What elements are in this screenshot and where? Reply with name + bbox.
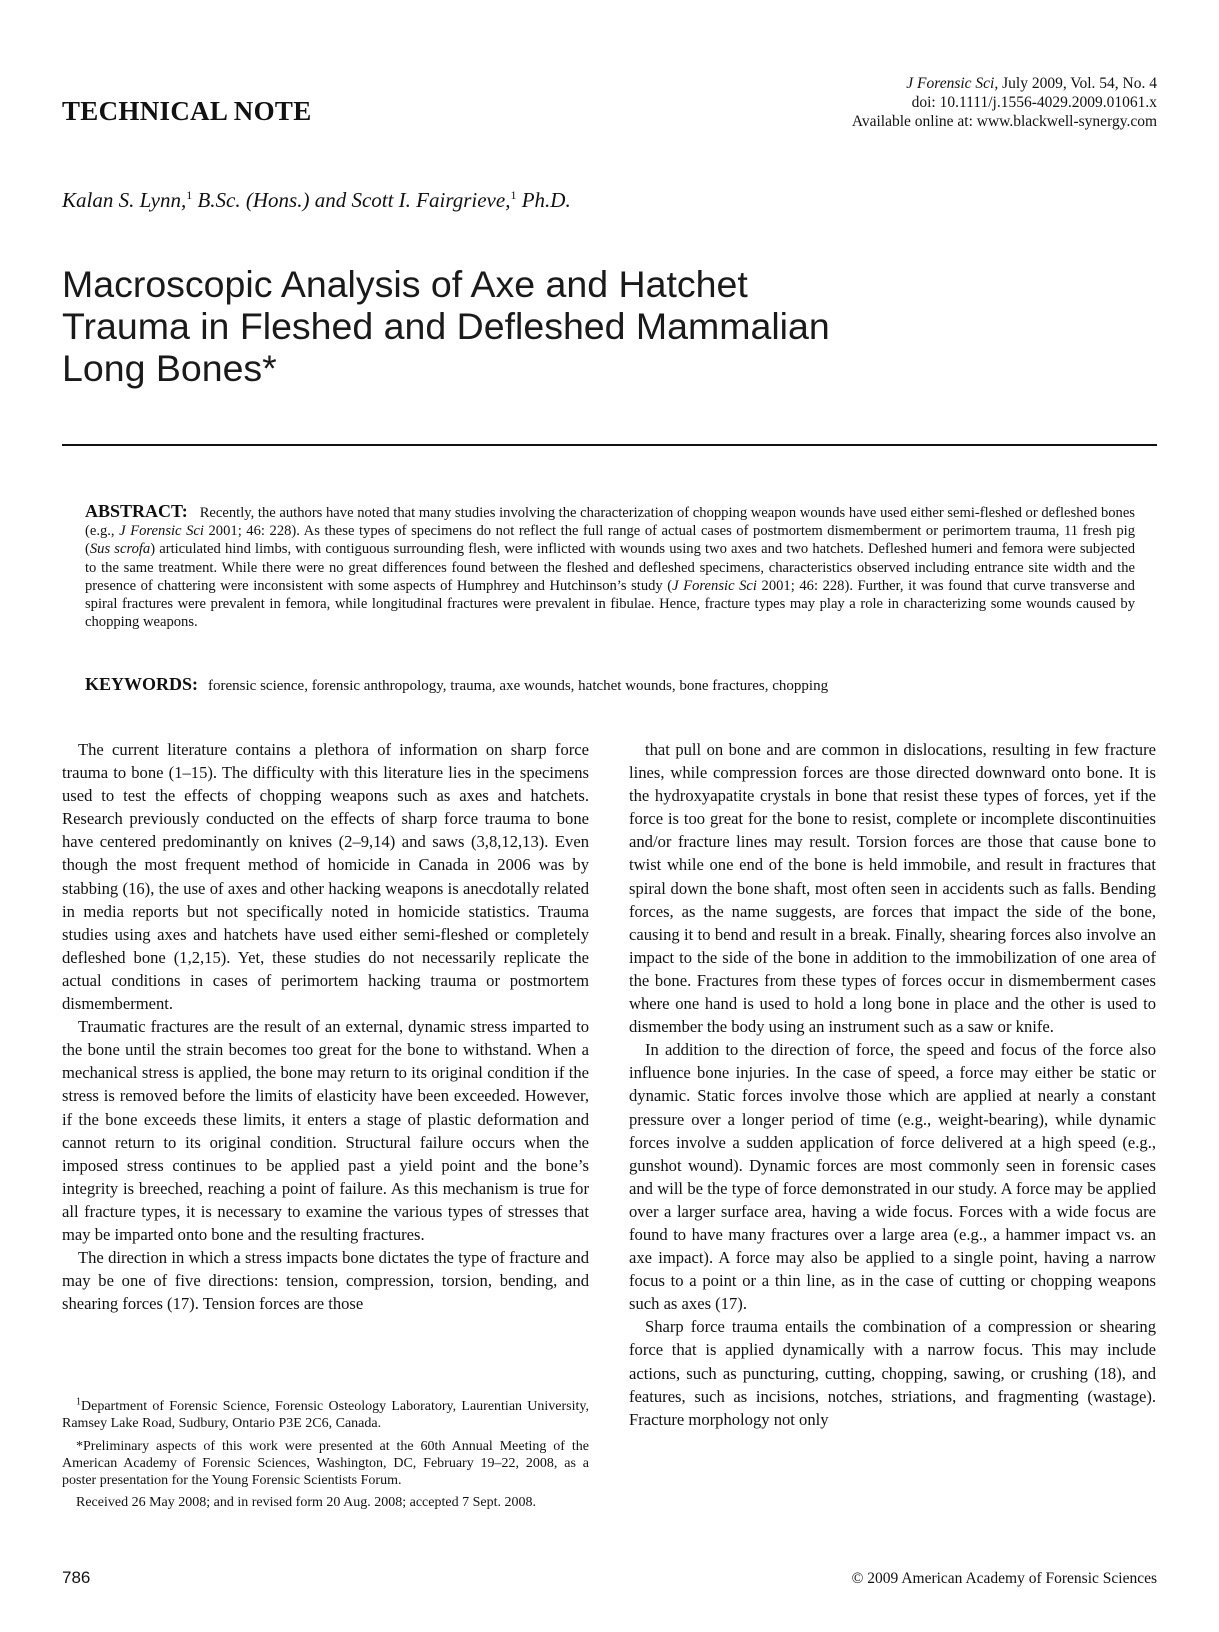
footnote-received: Received 26 May 2008; and in revised form 20 Aug. 2008; accepted 7 Sept. 2008. (76, 1495, 536, 1511)
footnotes (62, 1398, 589, 1517)
abstract-text: ) articulated hind limbs, with contiguous surrounding flesh, were inflicted with wounds using two axes and two hatchets. Defleshed humeri and femora were subjected to the same treatment. While there were no great differences found between the fleshed and defleshed specimens, characteristics observed including entrance site width and the presence of chattering were inconsistent with some aspects of Humphrey and Hutchinson’s study ( (85, 541, 1135, 594)
abstract-text: 2001; 46: 228). As these types of specimens do not reflect the full range of actual cases of postmortem dismemberment or perimortem trauma, 11 fresh pig ( (85, 523, 1135, 558)
abstract-text: Recently, the authors have noted that many studies involving the characterization of chopping weapon wounds have used either semi-fleshed or defleshed bones (e.g., (85, 505, 1135, 540)
journal-issue: July 2009, Vol. 54, No. 4 (998, 75, 1157, 92)
keywords (85, 674, 1135, 695)
abstract-species: Sus scrofa (89, 541, 151, 558)
abstract-label: ABSTRACT: (85, 501, 188, 521)
author2-degree: Ph.D. (516, 188, 571, 212)
body-paragraph: Sharp force trauma entails the combination of a compression or shearing force that is applied dynamically with a narrow focus. This may include actions, such as puncturing, cutting, chopping, sawing, or crushing (18), and features, such as incisions, notches, striations, and fragmenting (wastage). Fracture morphology not only (629, 1317, 1156, 1429)
page-number: 786 (62, 1568, 91, 1587)
author1-degree: B.Sc. (Hons.) and Scott I. Fairgrieve, (192, 188, 511, 212)
body-paragraph: Traumatic fractures are the result of an external, dynamic stress imparted to the bone until the strain becomes too great for the bone to withstand. When a mechanical stress is applied, the bone may return to its original condition if the stress is removed before the limits of elasticity have been exceeded. However, if the bone exceeds these limits, it enters a stage of plastic deformation and cannot return to its original condition. Structural failure occurs when the imposed stress continues to be applied past a yield point and the bone’s integrity is breeched, reaching a point of failure. As this mechanism is true for all fracture types, it is necessary to examine the various types of stresses that may be imparted onto bone and the resulting fractures. (62, 1017, 589, 1244)
title-divider (62, 444, 1157, 446)
author1-affiliation-mark: 1 (186, 188, 193, 202)
body-column-right (629, 738, 1156, 1431)
body-column-left (62, 738, 589, 1315)
article-title (62, 263, 962, 389)
body-paragraph: that pull on bone and are common in dislocations, resulting in few fracture lines, while compression forces are those directed downward onto bone. It is the hydroxyapatite crystals in bone that resist these types of forces, yet if the force is too great for the bone to resist, complete or incomplete discontinuities and/or fracture lines may result. Torsion forces are those that cause bone to twist while one end of the bone is held immobile, and result in fractures that spiral down the bone shaft, most often seen in accidents such as falls. Bending forces, as the name suggests, are forces that impact the side of the bone, causing it to bend and result in a break. Finally, shearing forces also involve an impact to the side of the bone in addition to the immobilization of one area of the bone. Fractures from these types of forces occur in dismemberment cases where one hand is used to hold a long bone in place and the other is used to dismember the body using an instrument such as a saw or knife. (629, 740, 1156, 1037)
title-line-3: Long Bones* (62, 347, 277, 389)
keywords-text: forensic science, forensic anthropology, trauma, axe wounds, hatchet wounds, bone fractures, chopping (208, 678, 829, 694)
journal-citation (852, 74, 1157, 93)
author2-affiliation-mark: 1 (510, 188, 517, 202)
body-paragraph: The current literature contains a plethora of information on sharp force trauma to bone (1–15). The difficulty with this literature lies in the specimens used to test the effects of chopping weapons such as axes and hatchets. Research previously conducted on the effects of sharp force trauma to bone have centered predominantly on knives (2–9,14) and saws (3,8,12,13). Even though the most frequent method of homicide in Canada in 2006 was by stabbing (16), the use of axes and other hacking weapons is anecdotally related in media reports but not specifically noted in homicide statistics. Trauma studies using axes and hatchets have used either semi-fleshed or completely defleshed bone (1,2,15). Yet, these studies do not necessarily replicate the actual conditions in cases of perimortem hacking trauma or postmortem dismemberment. (62, 740, 589, 1014)
journal-name: J Forensic Sci, (906, 75, 999, 92)
title-line-1: Macroscopic Analysis of Axe and Hatchet (62, 263, 748, 305)
footnote-affiliation-text: Department of Forensic Science, Forensic Osteology Laboratory, Laurentian University, Ramsey Lake Road, Sudbury, Ontario P3E 2C6, Canada. (62, 1399, 589, 1432)
abstract-citation: J Forensic Sci (672, 577, 757, 594)
authors (62, 188, 571, 213)
footnote-affiliation (62, 1398, 589, 1433)
abstract (85, 502, 1135, 631)
available-online: Available online at: www.blackwell-synergy.com (851, 113, 1157, 130)
author1-name: Kalan S. Lynn, (62, 188, 187, 212)
body-paragraph: The direction in which a stress impacts bone dictates the type of fracture and may be one of five directions: tension, compression, torsion, bending, and shearing forces (17). Tension forces are those (62, 1248, 589, 1314)
footnote-preliminary: *Preliminary aspects of this work were presented at the 60th Annual Meeting of the American Academy of Forensic Sciences, Washington, DC, February 19–22, 2008, as a poster presentation for the Young Forensic Scientists Forum. (62, 1438, 589, 1489)
abstract-citation: J Forensic Sci (119, 523, 204, 540)
abstract-text: 2001; 46: 228). Further, it was found that curve transverse and spiral fractures were prevalent in femora, while longitudinal fractures were prevalent in fibulae. Hence, fracture types may play a role in characterizing some wounds caused by chopping weapons. (85, 577, 1135, 631)
footnote-mark: 1 (76, 1396, 81, 1408)
title-line-2: Trauma in Fleshed and Defleshed Mammalian (62, 305, 830, 347)
keywords-label: KEYWORDS: (85, 674, 199, 694)
section-label: TECHNICAL NOTE (62, 96, 312, 126)
doi: doi: 10.1111/j.1556-4029.2009.01061.x (911, 94, 1157, 111)
journal-info (852, 74, 1157, 131)
body-paragraph: In addition to the direction of force, the speed and focus of the force also influence bone injuries. In the case of speed, a force may either be static or dynamic. Static forces involve those which are applied at nearly a constant pressure over a longer period of time (e.g., weight-bearing), while dynamic forces involve a sudden application of force delivered at a high speed (e.g., gunshot wound). Dynamic forces are most commonly seen in forensic cases and will be the type of force demonstrated in our study. A force may be applied over a larger surface area, having a wide focus. Forces with a wide focus are found to have many fractures over a large area (e.g., a hammer impact vs. an axe impact). A force may also be applied to a single point, having a narrow focus to a point or a thin line, as in the case of cutting or chopping weapons such as axes (17). (629, 1040, 1156, 1314)
copyright: © 2009 American Academy of Forensic Sciences (851, 1570, 1157, 1587)
